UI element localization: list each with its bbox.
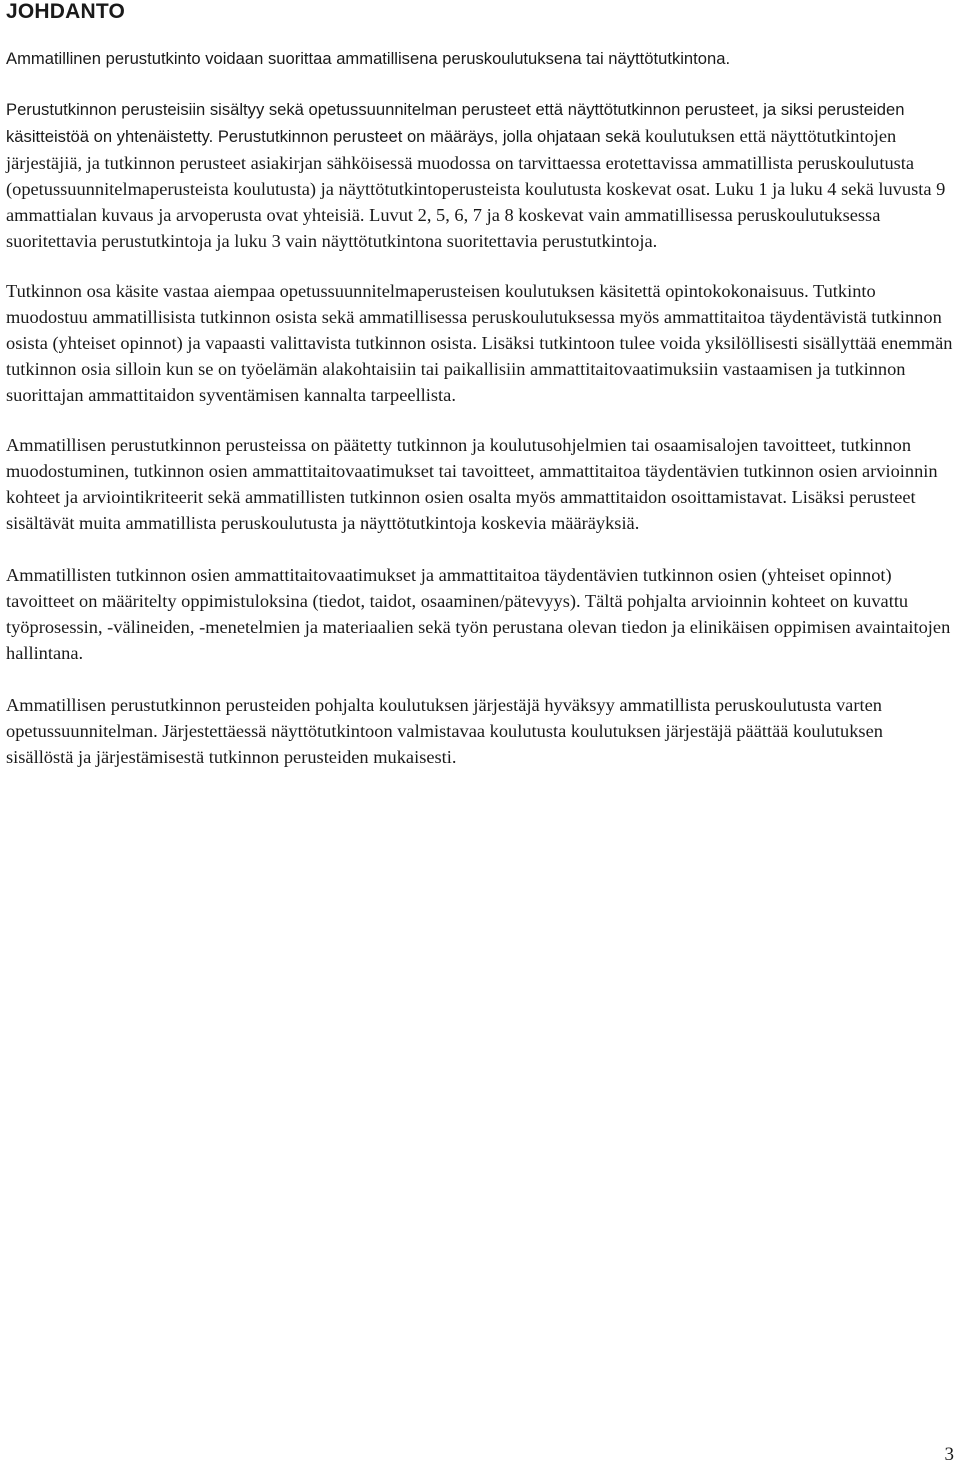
paragraph-perusteet-sans-part: Perustutkinnon perusteisiin sisältyy sekä opetussuunnitelman perusteet että näyttötutkinnon perusteet, ja siksi perusteiden käsitteistöä on yhtenäistetty. Perustutkinnon perusteet on määräys, jolla ohjataan sekä [6,100,905,146]
paragraph-intro: Ammatillinen perustutkinto voidaan suorittaa ammatillisena peruskoulutuksena tai näyttötutkintona. [6,49,731,68]
section-heading: JOHDANTO [6,0,126,23]
paragraph-tutkinnon-osa: Tutkinnon osa käsite vastaa aiempaa opetussuunnitelmaperusteisen koulutuksen käsitettä opintokokonaisuus. Tutkinto muodostuu ammatillisista tutkinnon osista sekä ammatillisessa peruskoulutuksessa myös ammattitaitoa täydentävistä tutkinnon osista (yhteiset opinnot) ja vapaasti valittavista tutkinnon osista. Lisäksi tutkintoon tulee voida yksilöllisesti sisällyttää enemmän tutkinnon osia silloin kun se on työelämän alakohtaisiin tai paikallisiin ammattitaitovaatimuksiin vastaamisen ja tutkinnon suorittajan ammattitaidon syventämisen kannalta tarpeellista. [6,281,953,405]
paragraph-perusteet-serif-part: koulutuksen että näyttötutkintojen järjestäjiä, ja tutkinnon perusteet asiakirjan sähköisessä muodossa on tarvittaessa erotettavissa ammatillista peruskoulutusta (opetussuunnitelmaperusteista koulutusta) ja näyttötutkintoperusteista koulutusta koskevat osat. Luku 1 ja luku 4 sekä luvusta 9 ammattialan kuvaus ja arvoperusta ovat yhteisiä. Luvut 2, 5, 6, 7 ja 8 koskevat vain ammatillisessa peruskoulutuksessa suoritettavia perustutkintoja ja luku 3 vain näyttötutkintona suoritettavia perustutkintoja. [6,126,946,251]
page-number: 3 [944,1444,954,1465]
paragraph-opetussuunnitelma: Ammatillisen perustutkinnon perusteiden pohjalta koulutuksen järjestäjä hyväksyy ammatillista peruskoulutusta varten opetussuunnitelman. Järjestettäessä näyttötutkintoon valmistavaa koulutusta koulutuksen järjestäjä päättää koulutuksen sisällöstä ja järjestämisestä tutkinnon perusteiden mukaisesti. [6,695,883,767]
paragraph-perusteet [6,96,954,254]
paragraph-perusteissa: Ammatillisen perustutkinnon perusteissa on päätetty tutkinnon ja koulutusohjelmien tai osaamisalojen tavoitteet, tutkinnon muodostuminen, tutkinnon osien ammattitaitovaatimukset tai tavoitteet, ammattitaitoa täydentävien tutkinnon osien arvioinnin kohteet ja arviointikriteerit sekä ammatillisten tutkinnon osien osalta myös ammattitaidon osoittamistavat. Lisäksi perusteet sisältävät muita ammatillista peruskoulutusta ja näyttötutkintoja koskevia määräyksiä. [6,435,938,533]
paragraph-ammattitaitovaatimukset: Ammatillisten tutkinnon osien ammattitaitovaatimukset ja ammattitaitoa täydentävien tutkinnon osien (yhteiset opinnot) tavoitteet on määritelty oppimistuloksina (tiedot, taidot, osaaminen/pätevyys). Tältä pohjalta arvioinnin kohteet on kuvattu työprosessin, -välineiden, -menetelmien ja materiaalien sekä työn perustana olevan tiedon ja elinikäisen oppimisen avaintaitojen hallintana. [6,565,951,663]
document-page [6,0,954,770]
